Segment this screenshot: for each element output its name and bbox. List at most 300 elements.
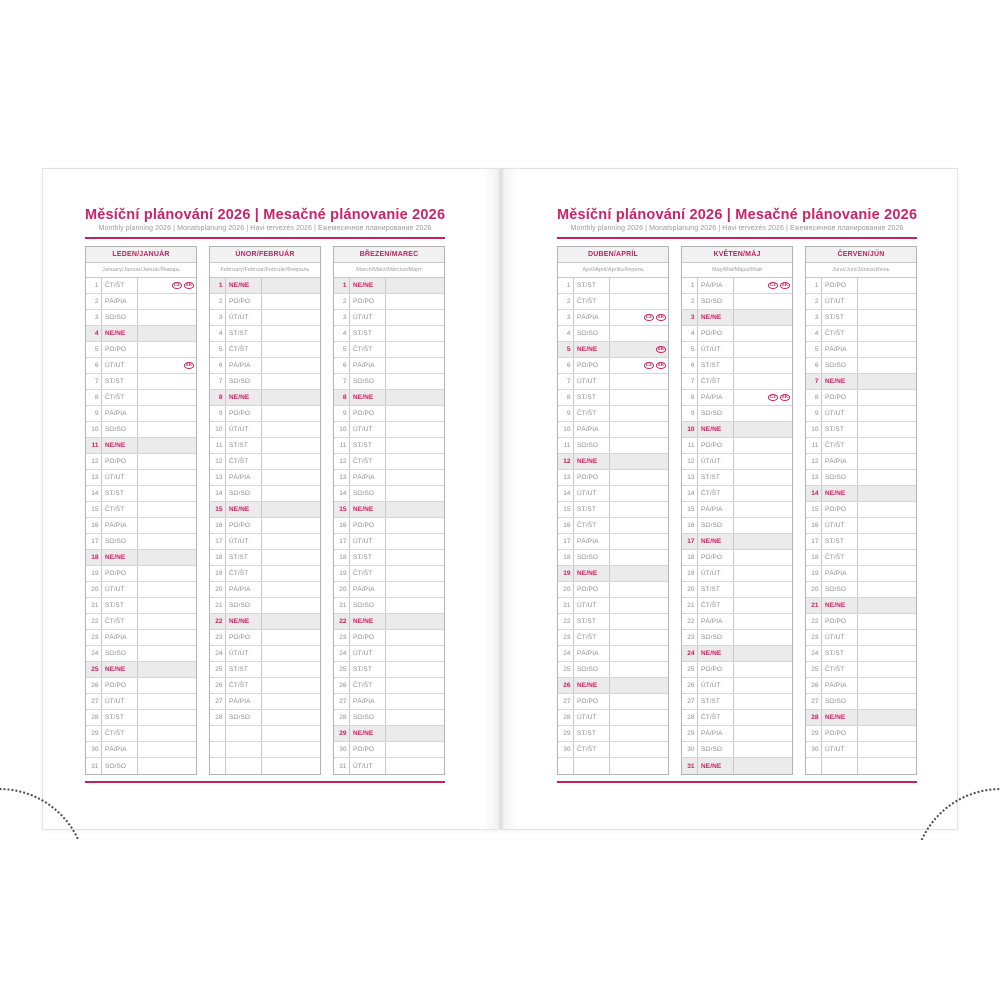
day-row [806, 646, 916, 662]
day-row [806, 502, 916, 518]
day-abbrev: ČT/ŠT [698, 598, 734, 613]
day-row [210, 534, 320, 550]
day-number: 22 [682, 614, 698, 629]
day-abbrev: PÁ/PIA [574, 422, 610, 437]
day-abbrev: ST/ST [574, 614, 610, 629]
day-note [610, 358, 668, 373]
day-number: 3 [806, 310, 822, 325]
day-row [334, 486, 444, 502]
day-abbrev [226, 726, 262, 741]
day-row [682, 550, 792, 566]
day-note [734, 278, 792, 293]
day-row [558, 614, 668, 630]
day-abbrev: PO/PO [102, 454, 138, 469]
day-number: 13 [558, 470, 574, 485]
day-note [734, 294, 792, 309]
day-abbrev: SO/SO [574, 662, 610, 677]
day-number: 24 [806, 646, 822, 661]
day-note [262, 454, 320, 469]
day-note [610, 438, 668, 453]
day-note [262, 502, 320, 517]
day-abbrev: ÚT/UT [102, 582, 138, 597]
day-row [210, 582, 320, 598]
day-note [138, 390, 196, 405]
day-row [334, 534, 444, 550]
day-note [734, 630, 792, 645]
day-number: 9 [210, 406, 226, 421]
day-number: 11 [682, 438, 698, 453]
day-abbrev: PÁ/PIA [226, 582, 262, 597]
day-note [734, 486, 792, 501]
day-note [734, 454, 792, 469]
day-number: 26 [334, 678, 350, 693]
day-number: 20 [334, 582, 350, 597]
day-note [386, 566, 444, 581]
day-row [86, 694, 196, 710]
day-row [86, 454, 196, 470]
day-row [806, 518, 916, 534]
day-abbrev: ČT/ŠT [226, 678, 262, 693]
day-number: 2 [806, 294, 822, 309]
day-note [858, 278, 916, 293]
day-number: 6 [210, 358, 226, 373]
day-note [138, 614, 196, 629]
day-abbrev [226, 742, 262, 757]
day-note [734, 646, 792, 661]
day-row [682, 710, 792, 726]
day-number: 7 [210, 374, 226, 389]
day-row [334, 550, 444, 566]
day-note [262, 550, 320, 565]
day-row [682, 534, 792, 550]
day-row [86, 742, 196, 758]
day-number: 28 [210, 710, 226, 725]
day-number: 17 [334, 534, 350, 549]
day-number: 16 [210, 518, 226, 533]
day-note [138, 598, 196, 613]
day-note [858, 678, 916, 693]
holiday-badge-sk: SK [657, 362, 665, 368]
day-note [858, 470, 916, 485]
day-note [858, 710, 916, 725]
day-number: 11 [210, 438, 226, 453]
day-note [610, 742, 668, 757]
day-number: 18 [682, 550, 698, 565]
day-number: 15 [806, 502, 822, 517]
day-row [334, 614, 444, 630]
day-abbrev: NE/NE [350, 726, 386, 741]
day-row [86, 758, 196, 774]
day-number: 22 [806, 614, 822, 629]
day-row [682, 326, 792, 342]
day-note [734, 310, 792, 325]
day-note [138, 678, 196, 693]
day-abbrev: NE/NE [350, 278, 386, 293]
day-row [334, 566, 444, 582]
day-note [858, 598, 916, 613]
day-note [734, 390, 792, 405]
day-number: 21 [86, 598, 102, 613]
day-abbrev: ST/ST [102, 598, 138, 613]
day-row [210, 518, 320, 534]
day-abbrev: ČT/ŠT [698, 374, 734, 389]
day-abbrev: NE/NE [698, 310, 734, 325]
day-note [858, 534, 916, 549]
day-abbrev: ST/ST [350, 550, 386, 565]
day-abbrev: ČT/ŠT [102, 390, 138, 405]
day-note [262, 742, 320, 757]
day-note [386, 678, 444, 693]
day-abbrev: SO/SO [698, 742, 734, 757]
day-abbrev: PÁ/PIA [698, 390, 734, 405]
day-row [682, 390, 792, 406]
day-number: 5 [558, 342, 574, 357]
header-rule [85, 237, 445, 239]
day-abbrev: PO/PO [226, 406, 262, 421]
day-abbrev [226, 758, 262, 774]
day-abbrev: NE/NE [102, 662, 138, 677]
day-row [210, 310, 320, 326]
day-note [138, 486, 196, 501]
day-note [262, 614, 320, 629]
day-number: 30 [682, 742, 698, 757]
day-number: 16 [806, 518, 822, 533]
day-number: 3 [86, 310, 102, 325]
month-languages: May/Mai/Május/Май [682, 263, 792, 278]
day-number: 17 [682, 534, 698, 549]
day-number: 13 [210, 470, 226, 485]
day-note [610, 550, 668, 565]
day-number: 8 [334, 390, 350, 405]
day-note [386, 310, 444, 325]
day-note [386, 550, 444, 565]
day-row [558, 406, 668, 422]
day-abbrev: NE/NE [226, 278, 262, 293]
day-abbrev: PO/PO [574, 470, 610, 485]
day-number: 5 [682, 342, 698, 357]
day-row [210, 598, 320, 614]
day-number: 1 [806, 278, 822, 293]
day-abbrev: PO/PO [350, 742, 386, 757]
day-number: 27 [682, 694, 698, 709]
day-number: 21 [210, 598, 226, 613]
day-row [334, 726, 444, 742]
day-row [86, 374, 196, 390]
day-number: 20 [558, 582, 574, 597]
day-abbrev: PÁ/PIA [226, 470, 262, 485]
day-abbrev: NE/NE [822, 710, 858, 725]
day-note [734, 710, 792, 725]
day-row [682, 406, 792, 422]
day-row [682, 582, 792, 598]
day-abbrev: SO/SO [698, 630, 734, 645]
day-row [86, 470, 196, 486]
day-abbrev: ST/ST [226, 550, 262, 565]
day-note [386, 598, 444, 613]
day-note [734, 694, 792, 709]
day-number: 19 [558, 566, 574, 581]
day-abbrev: NE/NE [226, 502, 262, 517]
day-note [138, 342, 196, 357]
day-row [334, 438, 444, 454]
day-abbrev: SO/SO [574, 550, 610, 565]
day-abbrev: ÚT/UT [226, 646, 262, 661]
day-abbrev: ST/ST [822, 534, 858, 549]
day-abbrev: ST/ST [350, 326, 386, 341]
day-abbrev: ÚT/UT [574, 486, 610, 501]
day-abbrev: SO/SO [822, 470, 858, 485]
day-row [682, 694, 792, 710]
day-row [806, 678, 916, 694]
month-languages: June/Juni/Június/Июнь [806, 263, 916, 278]
day-abbrev: ST/ST [102, 486, 138, 501]
day-note [610, 310, 668, 325]
day-number: 8 [210, 390, 226, 405]
day-note [138, 310, 196, 325]
day-note [386, 630, 444, 645]
day-row [210, 358, 320, 374]
day-note [138, 582, 196, 597]
day-number: 21 [682, 598, 698, 613]
day-number: 18 [334, 550, 350, 565]
holiday-badge-sk: SK [781, 394, 789, 400]
day-abbrev: ÚT/UT [822, 630, 858, 645]
holiday-badge-cz: CZ [645, 362, 653, 368]
holiday-badge-cz: CZ [173, 282, 181, 288]
day-abbrev: ST/ST [822, 646, 858, 661]
page-left [43, 169, 501, 829]
day-number: 6 [558, 358, 574, 373]
day-note [858, 550, 916, 565]
day-abbrev: SO/SO [822, 582, 858, 597]
day-note [734, 358, 792, 373]
day-abbrev: PO/PO [822, 726, 858, 741]
day-note [858, 630, 916, 645]
day-row [682, 470, 792, 486]
day-abbrev: PÁ/PIA [822, 342, 858, 357]
day-row [86, 390, 196, 406]
day-number: 24 [334, 646, 350, 661]
day-number: 9 [682, 406, 698, 421]
day-number: 13 [806, 470, 822, 485]
day-abbrev: ÚT/UT [574, 374, 610, 389]
day-abbrev: PÁ/PIA [350, 470, 386, 485]
day-note [858, 646, 916, 661]
day-abbrev: ČT/ŠT [350, 678, 386, 693]
day-number: 3 [210, 310, 226, 325]
day-number: 23 [682, 630, 698, 645]
day-note [858, 310, 916, 325]
day-abbrev: SO/SO [350, 374, 386, 389]
day-number: 3 [682, 310, 698, 325]
day-row [334, 310, 444, 326]
day-abbrev: ÚT/UT [226, 422, 262, 437]
day-note [138, 422, 196, 437]
header-rule [557, 237, 917, 239]
day-number: 24 [210, 646, 226, 661]
day-abbrev: PO/PO [350, 406, 386, 421]
day-abbrev: PO/PO [822, 502, 858, 517]
day-note [138, 534, 196, 549]
day-note [858, 726, 916, 741]
day-number: 12 [86, 454, 102, 469]
day-row [86, 710, 196, 726]
day-row [806, 742, 916, 758]
day-number: 25 [210, 662, 226, 677]
day-number: 28 [806, 710, 822, 725]
day-row [682, 518, 792, 534]
day-number: 25 [86, 662, 102, 677]
day-number: 30 [558, 742, 574, 757]
day-number: 21 [334, 598, 350, 613]
day-note [734, 534, 792, 549]
day-abbrev: ST/ST [226, 326, 262, 341]
day-abbrev: PO/PO [102, 342, 138, 357]
day-note [262, 390, 320, 405]
day-abbrev: ÚT/UT [350, 310, 386, 325]
day-number: 23 [210, 630, 226, 645]
day-row [558, 598, 668, 614]
day-note [858, 518, 916, 533]
day-abbrev: SO/SO [102, 758, 138, 774]
day-row [334, 326, 444, 342]
day-number: 31 [86, 758, 102, 774]
day-note [262, 678, 320, 693]
day-note [138, 758, 196, 774]
day-number: 19 [334, 566, 350, 581]
day-number: 4 [86, 326, 102, 341]
day-row [558, 470, 668, 486]
day-note [610, 326, 668, 341]
day-row [210, 326, 320, 342]
day-number: 31 [334, 758, 350, 774]
day-note [138, 326, 196, 341]
day-number: 8 [806, 390, 822, 405]
day-note [262, 646, 320, 661]
day-number: 16 [86, 518, 102, 533]
day-note [138, 406, 196, 421]
day-abbrev: ST/ST [350, 662, 386, 677]
day-abbrev: SO/SO [102, 646, 138, 661]
day-row [86, 534, 196, 550]
diary-spread [42, 168, 958, 830]
day-note [610, 406, 668, 421]
months-row-1 [557, 246, 917, 775]
empty-row [210, 726, 320, 742]
day-number: 23 [558, 630, 574, 645]
day-note [138, 566, 196, 581]
day-abbrev: NE/NE [574, 678, 610, 693]
day-abbrev: SO/SO [574, 438, 610, 453]
day-number [210, 742, 226, 757]
day-abbrev: ÚT/UT [822, 406, 858, 421]
day-row [210, 646, 320, 662]
day-note [734, 550, 792, 565]
day-note [386, 614, 444, 629]
day-row [86, 326, 196, 342]
day-row [806, 582, 916, 598]
day-number: 24 [86, 646, 102, 661]
day-number: 19 [682, 566, 698, 581]
day-row [558, 278, 668, 294]
day-number: 18 [558, 550, 574, 565]
footer-rule [557, 781, 917, 783]
day-abbrev: PO/PO [574, 694, 610, 709]
day-number: 10 [558, 422, 574, 437]
day-number: 6 [334, 358, 350, 373]
day-abbrev: PÁ/PIA [822, 566, 858, 581]
day-row [806, 710, 916, 726]
day-note [386, 662, 444, 677]
day-row [682, 358, 792, 374]
day-abbrev: PÁ/PIA [698, 614, 734, 629]
day-row [334, 694, 444, 710]
day-abbrev: NE/NE [102, 550, 138, 565]
day-note [138, 454, 196, 469]
day-abbrev: SO/SO [822, 694, 858, 709]
day-row [558, 342, 668, 358]
day-number: 2 [682, 294, 698, 309]
day-row [806, 438, 916, 454]
day-number: 6 [682, 358, 698, 373]
day-abbrev: ÚT/UT [698, 566, 734, 581]
day-number: 15 [210, 502, 226, 517]
day-abbrev [822, 758, 858, 774]
day-number: 21 [558, 598, 574, 613]
day-note [262, 566, 320, 581]
day-note [610, 278, 668, 293]
day-abbrev: ÚT/UT [350, 422, 386, 437]
day-note [386, 438, 444, 453]
day-row [806, 598, 916, 614]
day-abbrev: NE/NE [102, 438, 138, 453]
day-note [262, 294, 320, 309]
day-note [734, 566, 792, 581]
day-note [386, 374, 444, 389]
day-note [858, 342, 916, 357]
day-abbrev: ÚT/UT [822, 518, 858, 533]
day-row [210, 550, 320, 566]
day-number: 4 [334, 326, 350, 341]
day-note [262, 710, 320, 725]
day-row [558, 646, 668, 662]
day-abbrev: ÚT/UT [350, 758, 386, 774]
day-row [86, 646, 196, 662]
day-number: 11 [558, 438, 574, 453]
day-abbrev: PÁ/PIA [822, 454, 858, 469]
day-note [262, 598, 320, 613]
day-row [210, 374, 320, 390]
day-row [682, 422, 792, 438]
day-row [558, 502, 668, 518]
day-abbrev [574, 758, 610, 774]
day-row [682, 438, 792, 454]
day-note [734, 582, 792, 597]
day-number: 20 [210, 582, 226, 597]
day-abbrev: ČT/ŠT [574, 518, 610, 533]
day-abbrev: NE/NE [574, 454, 610, 469]
day-abbrev: PÁ/PIA [102, 294, 138, 309]
holiday-badge-sk: SK [657, 314, 665, 320]
day-note [386, 294, 444, 309]
day-row [334, 598, 444, 614]
day-row [334, 406, 444, 422]
day-number: 9 [558, 406, 574, 421]
day-abbrev: NE/NE [698, 758, 734, 774]
day-abbrev: ÚT/UT [350, 534, 386, 549]
day-note [610, 390, 668, 405]
day-row [806, 278, 916, 294]
